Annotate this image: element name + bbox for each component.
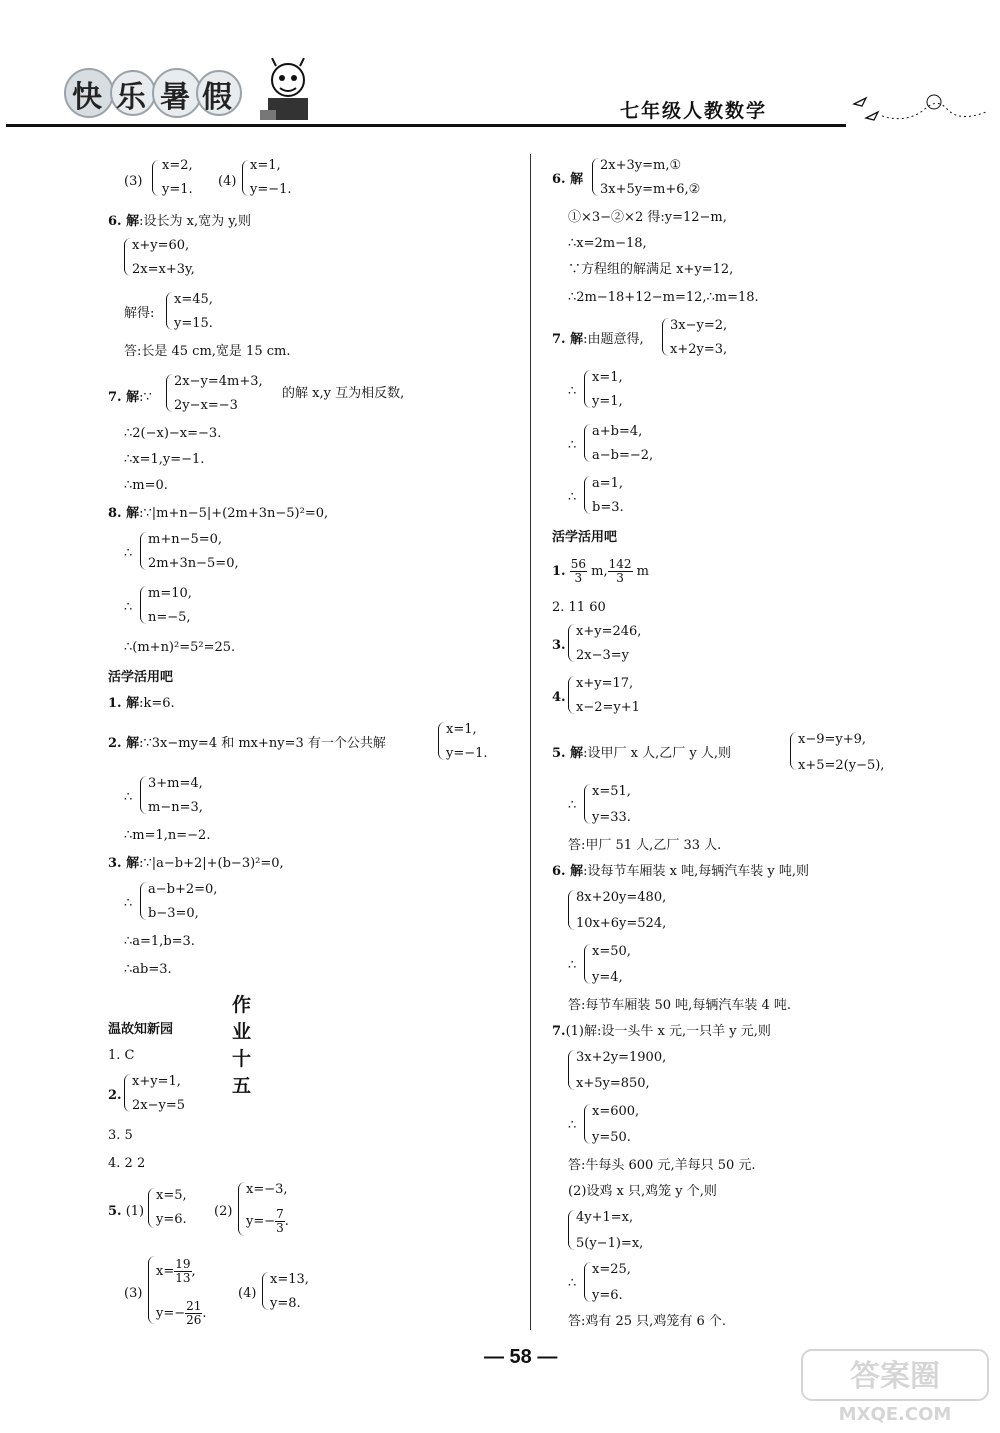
- question-number: 3. 解: [108, 856, 140, 871]
- denominator: 3: [616, 571, 624, 585]
- brace: [568, 1210, 575, 1250]
- equation: 2x−y=5: [132, 1098, 186, 1113]
- equation: b=3.: [592, 500, 624, 515]
- equation: x−9=y+9,: [798, 732, 867, 747]
- equation: x=50,: [592, 944, 631, 959]
- question-number: 6. 解: [108, 214, 140, 229]
- bird-decoration-icon: [848, 80, 988, 130]
- numerator: 142: [608, 557, 632, 571]
- equation: a−b=−2,: [592, 448, 654, 463]
- equation: x+2y=3,: [670, 342, 728, 357]
- equation: 8x+20y=480,: [576, 890, 667, 905]
- equation: x= $\frac{19}{13}$ ,: [156, 1257, 196, 1285]
- header-rule: [6, 124, 846, 127]
- part-label: (4): [238, 1286, 257, 1301]
- denominator: 3: [574, 571, 583, 585]
- solution-line: ∴m=1,n=−2.: [124, 828, 211, 843]
- equation: y=6.: [156, 1212, 187, 1227]
- equation: b−3=0,: [148, 906, 199, 921]
- therefore-sign: ∴: [568, 384, 577, 399]
- brace: [438, 722, 445, 760]
- equation: y=15.: [174, 316, 213, 331]
- question-text: :设长为 x,宽为 y,则: [139, 214, 251, 229]
- solution-line: ①×3−②×2 得:y=12−m,: [568, 210, 727, 225]
- numerator: 7: [276, 1207, 284, 1221]
- solution-line: ∴ab=3.: [124, 962, 172, 977]
- denominator: 3: [276, 1221, 284, 1235]
- brace: [584, 424, 591, 462]
- question-number: 6. 解: [552, 864, 584, 879]
- column-divider: [530, 154, 531, 1330]
- fraction: [185, 1300, 202, 1327]
- brace: [140, 776, 147, 814]
- summer-logo: [60, 58, 260, 126]
- brace: [584, 370, 591, 408]
- brace: [568, 676, 575, 714]
- equation: x=1,: [592, 370, 623, 385]
- question-number: 5.: [108, 1204, 122, 1219]
- brace: [242, 160, 249, 196]
- denominator: 13: [175, 1271, 191, 1285]
- equation: y=−1.: [446, 746, 488, 761]
- equation: x=13,: [270, 1272, 309, 1287]
- question-text: :由题意得,: [583, 332, 644, 347]
- brace: [584, 476, 591, 514]
- answer-line: 4. 2 2: [108, 1156, 146, 1171]
- therefore-sign: ∴: [124, 600, 133, 615]
- equation: 10x+6y=524,: [576, 916, 667, 931]
- equation: 2x−3=y: [576, 648, 630, 663]
- brace: [166, 292, 173, 330]
- brace: [152, 160, 159, 196]
- question-text: :∵|m+n−5|+(2m+3n−5)²=0,: [139, 506, 329, 521]
- brace: [584, 1262, 591, 1302]
- brace: [790, 732, 797, 770]
- part-label: (4): [218, 174, 237, 189]
- therefore-sign: ∴: [568, 438, 577, 453]
- watermark-logo: [800, 1348, 990, 1426]
- equation: x=1,: [250, 158, 281, 173]
- therefore-sign: ∴: [124, 790, 133, 805]
- answer-line: 2. 11 60: [552, 600, 606, 615]
- answer-text: 答:鸡有 25 只,鸡笼有 6 个.: [568, 1314, 726, 1329]
- unit: m,: [591, 564, 608, 579]
- question-number: 2.: [108, 1088, 122, 1103]
- answer-text: 答:牛每头 600 元,羊每只 50 元.: [568, 1158, 756, 1173]
- equation: 4y+1=x,: [576, 1210, 634, 1225]
- equation: x−2=y+1: [576, 700, 640, 715]
- part-label: (1): [125, 1204, 145, 1219]
- equation: 2x−y=4m+3,: [174, 374, 263, 389]
- equation: y=4,: [592, 970, 623, 985]
- denominator: 26: [186, 1313, 202, 1327]
- brace: [238, 1182, 245, 1236]
- equation: 3x+5y=m+6,②: [600, 182, 701, 197]
- equation: 2y−x=−3: [174, 398, 238, 413]
- therefore-sign: ∴: [124, 546, 133, 561]
- question-text: :设甲厂 x 人,乙厂 y 人,则: [583, 746, 731, 761]
- answer-text: 答:每节车厢装 50 吨,每辆汽车装 4 吨.: [568, 998, 791, 1013]
- solution-line: ∴a=1,b=3.: [124, 934, 195, 949]
- question-number: 7.: [552, 1024, 566, 1039]
- equation: x=600,: [592, 1104, 640, 1119]
- equation: x=51,: [592, 784, 631, 799]
- fraction: [275, 1208, 285, 1235]
- equation: x+y=17,: [576, 676, 634, 691]
- subject-title: 七年级人教数学: [620, 100, 768, 122]
- equation-part: y=−: [246, 1214, 276, 1229]
- question-number: 3.: [552, 638, 566, 653]
- brace: [584, 784, 591, 824]
- brace: [568, 1050, 575, 1090]
- solution-line: ∴2(−x)−x=−3.: [124, 426, 222, 441]
- equation: x+5=2(y−5),: [798, 758, 885, 773]
- brace: [140, 586, 147, 624]
- fraction: [608, 558, 633, 585]
- equation: x=2,: [162, 158, 193, 173]
- equation: 5(y−1)=x,: [576, 1236, 644, 1251]
- equation: 2m+3n−5=0,: [148, 556, 239, 571]
- brace: [124, 238, 131, 276]
- equation: y=1,: [592, 394, 623, 409]
- equation: y=−1.: [250, 182, 292, 197]
- assignment-title: 作业十五: [232, 994, 252, 1097]
- equation: y=1.: [162, 182, 193, 197]
- solution-line: ∴(m+n)²=5²=25.: [124, 640, 236, 655]
- equation: y=8.: [270, 1296, 301, 1311]
- section-heading: 温故知新园: [108, 1022, 174, 1037]
- equation: 2x+3y=m,①: [600, 158, 682, 173]
- brace: [148, 1256, 155, 1324]
- question-number: 7. 解: [552, 332, 584, 347]
- question-text: 的解 x,y 互为相反数,: [282, 386, 405, 401]
- part-label: (3): [124, 174, 143, 189]
- logo-char: 快: [72, 80, 102, 115]
- equation: a+b=4,: [592, 424, 643, 439]
- question-number: 1.: [552, 564, 566, 579]
- answer-line: 3. 5: [108, 1128, 133, 1143]
- brace: [148, 1188, 155, 1228]
- solution-line: ∴2m−18+12−m=12,∴m=18.: [568, 290, 759, 305]
- logo-char: 暑: [160, 80, 190, 115]
- answer-line: [552, 558, 649, 585]
- numerator: 21: [186, 1299, 202, 1313]
- question-text: :∵3x−my=4 和 mx+ny=3 有一个公共解: [139, 736, 386, 751]
- equation: y=6.: [592, 1288, 623, 1303]
- brace: [568, 890, 575, 930]
- brace: [662, 318, 669, 356]
- equation: 2x=x+3y,: [132, 262, 195, 277]
- therefore-sign: ∴: [568, 958, 577, 973]
- brace: [140, 532, 147, 570]
- solution-line: ∴x=2m−18,: [568, 236, 647, 251]
- equation: m−n=3,: [148, 800, 203, 815]
- numerator: 56: [570, 557, 586, 571]
- question-text: (1)解:设一头牛 x 元,一只羊 y 元,则: [565, 1024, 771, 1039]
- equation: x+5y=850,: [576, 1076, 650, 1091]
- answer-line: 1. C: [108, 1048, 135, 1063]
- brace: [584, 944, 591, 984]
- equation: x=45,: [174, 292, 213, 307]
- equation: y=− $\frac{7}{3}$ .: [246, 1207, 289, 1235]
- answer-text: 答:长是 45 cm,宽是 15 cm.: [124, 344, 291, 359]
- part-label: (2): [214, 1204, 233, 1219]
- fraction: [570, 558, 587, 585]
- equation: x=5,: [156, 1188, 187, 1203]
- brace: [568, 624, 575, 662]
- solution-label: 解得:: [124, 306, 155, 321]
- therefore-sign: ∴: [568, 490, 577, 505]
- solution-line: ∵方程组的解满足 x+y=12,: [568, 262, 734, 277]
- section-heading: 活学活用吧: [552, 530, 618, 545]
- brace: [140, 882, 147, 920]
- equation: x+y=246,: [576, 624, 642, 639]
- question-number: 2. 解: [108, 736, 140, 751]
- equation: y=− $\frac{21}{26}$ .: [156, 1299, 207, 1327]
- brace: [124, 1074, 131, 1112]
- question-number: 6. 解: [552, 172, 584, 187]
- equation: x+y=1,: [132, 1074, 181, 1089]
- solution-line: ∴x=1,y=−1.: [124, 452, 205, 467]
- equation: y=33.: [592, 810, 631, 825]
- equation: 3x+2y=1900,: [576, 1050, 667, 1065]
- therefore-sign: ∴: [568, 798, 577, 813]
- section-heading: 活学活用吧: [108, 670, 174, 685]
- therefore-sign: ∴: [124, 896, 133, 911]
- equation-part: y=−: [156, 1306, 186, 1321]
- page-header: [0, 0, 1000, 132]
- solution-line: ∴m=0.: [124, 478, 168, 493]
- question-number: 7. 解: [108, 390, 140, 405]
- equation: m=10,: [148, 586, 192, 601]
- question-number: 4.: [552, 690, 566, 705]
- question-text: :∵: [139, 390, 152, 405]
- therefore-sign: ∴: [568, 1276, 577, 1291]
- unit: m: [636, 564, 649, 579]
- numerator: 19: [175, 1257, 191, 1271]
- part-label: (3): [124, 1286, 143, 1301]
- brace: [584, 1104, 591, 1144]
- question-text: :∵|a−b+2|+(b−3)²=0,: [139, 856, 284, 871]
- equation: x=25,: [592, 1262, 631, 1277]
- equation: x=−3,: [246, 1182, 288, 1197]
- equation: x=1,: [446, 722, 477, 737]
- question-text: :k=6.: [139, 696, 175, 711]
- question-text: (2)设鸡 x 只,鸡笼 y 个,则: [568, 1184, 717, 1199]
- question-number: 8. 解: [108, 506, 140, 521]
- question-text: :设每节车厢装 x 吨,每辆汽车装 y 吨,则: [583, 864, 809, 879]
- equation-part: x=: [156, 1264, 175, 1279]
- page-number: — 58 —: [484, 1346, 558, 1368]
- brace: [262, 1272, 269, 1310]
- equation: a=1,: [592, 476, 624, 491]
- watermark-url: MXQE.COM: [838, 1404, 952, 1425]
- equation: 3+m=4,: [148, 776, 203, 791]
- equation: m+n−5=0,: [148, 532, 223, 547]
- therefore-sign: ∴: [568, 1118, 577, 1133]
- watermark-text: 答案圈: [850, 1359, 940, 1394]
- question-number: 1. 解: [108, 696, 140, 711]
- question-number: 5. 解: [552, 746, 584, 761]
- answer-text: 答:甲厂 51 人,乙厂 33 人.: [568, 838, 722, 853]
- mascot-icon: [258, 58, 318, 124]
- equation: n=−5,: [148, 610, 191, 625]
- equation: a−b+2=0,: [148, 882, 218, 897]
- brace: [592, 158, 599, 196]
- logo-char: 假: [202, 80, 232, 115]
- equation: y=50.: [592, 1130, 631, 1145]
- brace: [166, 374, 173, 412]
- fraction: [174, 1258, 191, 1285]
- logo-char: 乐: [116, 80, 146, 115]
- equation: x+y=60,: [132, 238, 190, 253]
- equation: 3x−y=2,: [670, 318, 728, 333]
